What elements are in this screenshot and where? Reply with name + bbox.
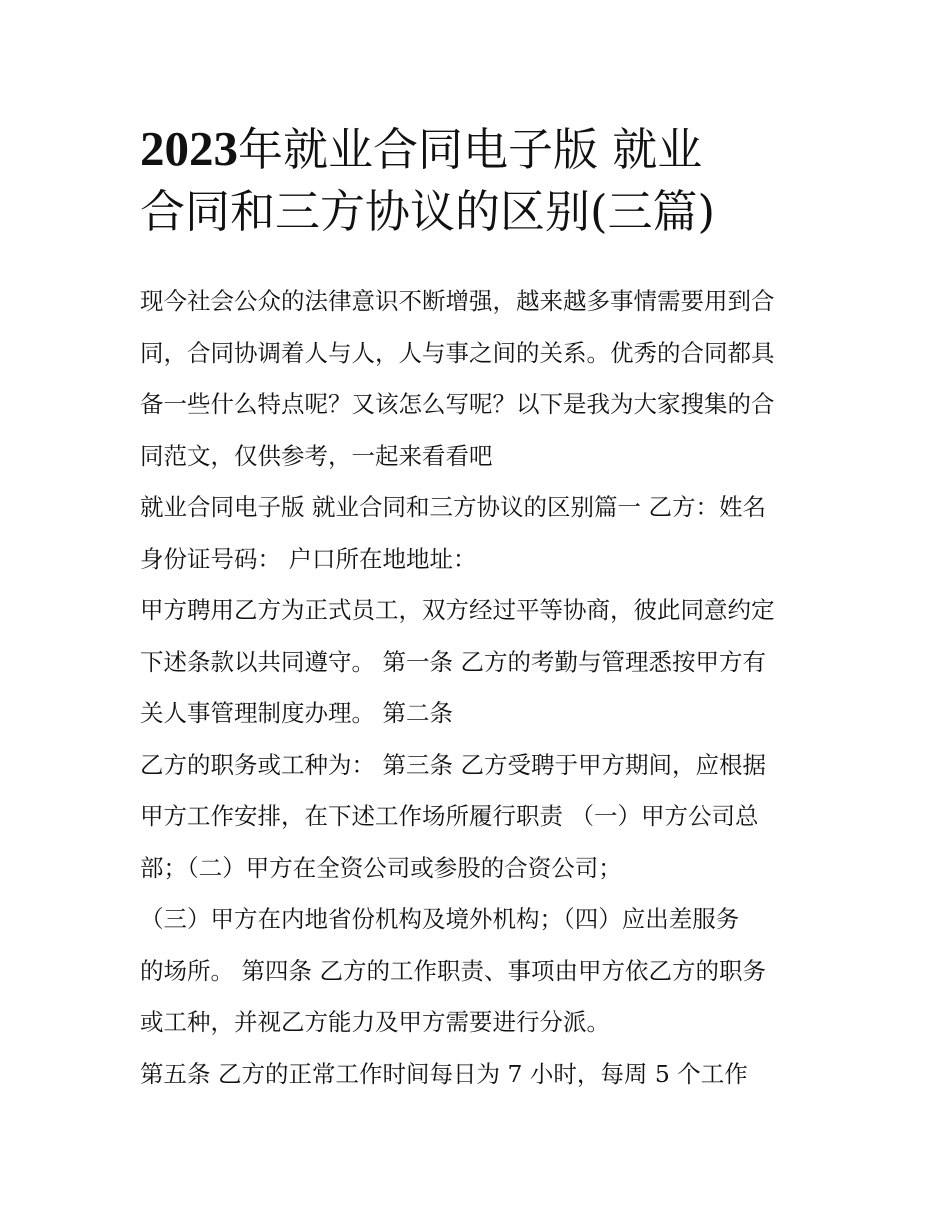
document-title	[140, 118, 830, 243]
body-line: 或工种，并视乙方能力及甲方需要进行分派。	[140, 1008, 610, 1036]
body-line: 备一些什么特点呢？又该怎么写呢？以下是我为大家搜集的合	[140, 390, 775, 418]
title-line-1	[140, 118, 830, 181]
title-line-2: 合同和三方协议的区别(三篇)	[140, 185, 716, 238]
body-line: 就业合同电子版 就业合同和三方协议的区别篇一 乙方：姓名	[140, 493, 766, 521]
body-line: （三）甲方在内地省份机构及境外机构；（四）应出差服务	[140, 905, 740, 933]
body-line: 下述条款以共同遵守。 第一条 乙方的考勤与管理悉按甲方有	[140, 647, 766, 676]
body-line: 甲方工作安排，在下述工作场所履行职责 （一）甲方公司总	[140, 802, 759, 830]
body-line: 乙方的职务或工种为： 第三条 乙方受聘于甲方期间，应根据	[140, 750, 766, 779]
body-line: 关人事管理制度办理。 第二条	[140, 699, 453, 727]
body-line: 第五条 乙方的正常工作时间每日为 7 小时，每周 5 个工作	[140, 1059, 748, 1088]
body-line: 甲方聘用乙方为正式员工，双方经过平等协商，彼此同意约定	[140, 596, 775, 624]
body-line: 身份证号码： 户口所在地地址：	[140, 544, 477, 573]
title-line-1-text: 年就业合同电子版 就业	[238, 123, 703, 176]
document-body	[140, 276, 840, 1100]
body-line: 现今社会公众的法律意识不断增强，越来越多事情需要用到合	[140, 287, 775, 315]
body-line: 的场所。 第四条 乙方的工作职责、事项由甲方依乙方的职务	[140, 956, 766, 985]
body-line: 部；（二）甲方在全资公司或参股的合资公司；	[140, 853, 622, 882]
title-year: 2023	[140, 121, 238, 176]
body-line: 同范文，仅供参考，一起来看看吧	[140, 441, 493, 470]
body-line: 同，合同协调着人与人，人与事之间的关系。优秀的合同都具	[140, 338, 775, 367]
